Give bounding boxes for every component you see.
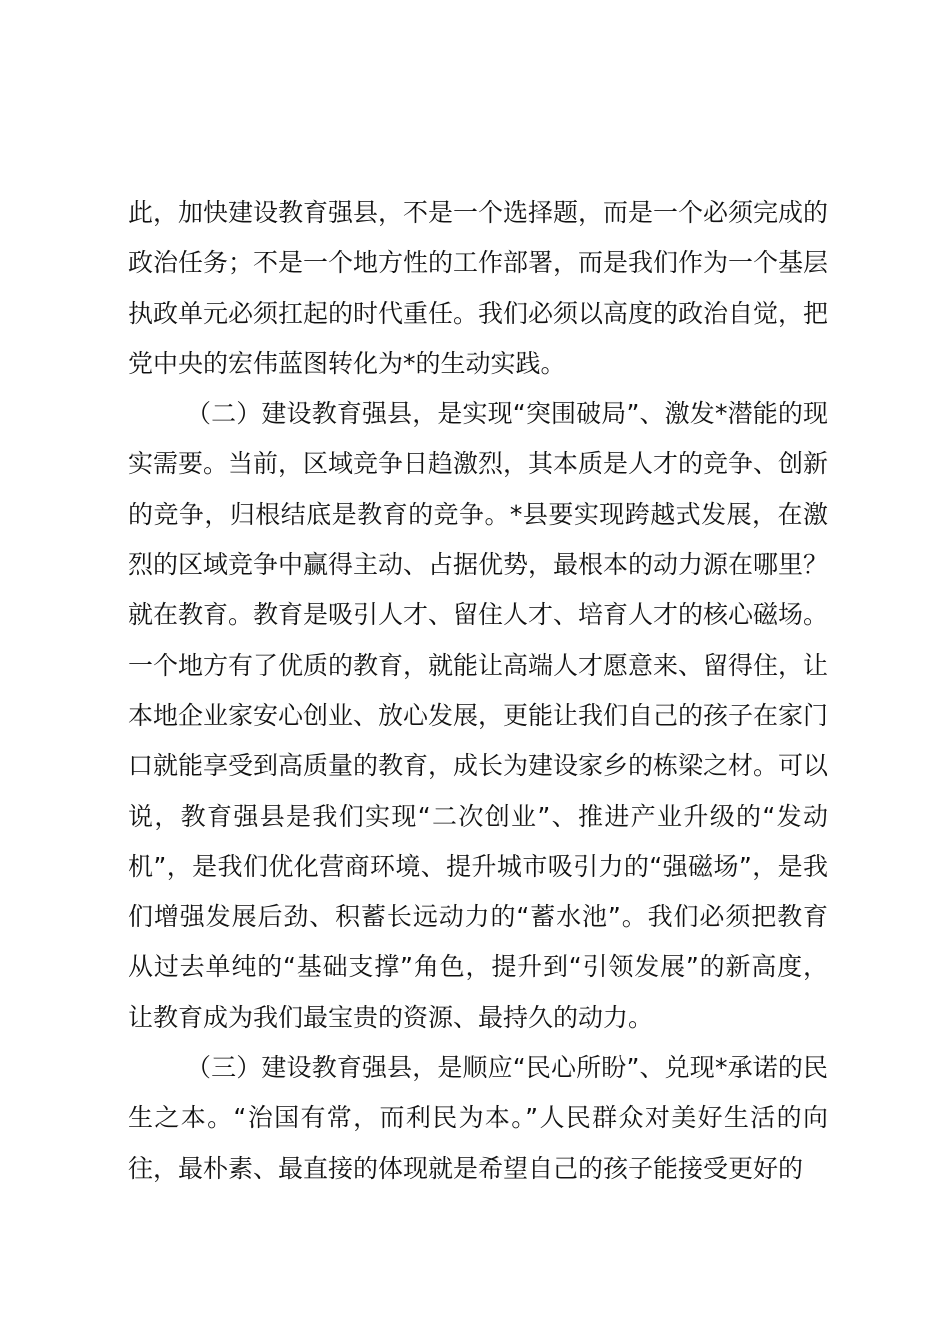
paragraph-continuation: 此，加快建设教育强县，不是一个选择题，而是一个必须完成的政治任务；不是一个地方性的工作部署，而是我们作为一个基层执政单元必须扛起的时代重任。我们必须以高度的政治自觉，把党中央的宏伟蓝图转化为*的生动实践。 [128, 198, 829, 378]
paragraph-section-three: （三）建设教育强县，是顺应“民心所盼”、兑现*承诺的民生之本。“治国有常，而利民为本。”人民群众对美好生活的向往，最朴素、最直接的体现就是希望自己的孩子能接受更好的 [128, 1053, 828, 1183]
document-body [128, 188, 828, 1194]
paragraph-section-two: （二）建设教育强县，是实现“突围破局”、激发*潜能的现实需要。当前，区域竞争日趋激烈，其本质是人才的竞争、创新的竞争，归根结底是教育的竞争。*县要实现跨越式发展，在激烈的区域竞争中赢得主动、占据优势，最根本的动力源在哪里？就在教育。教育是吸引人才、留住人才、培育人才的核心磁场。一个地方有了优质的教育，就能让高端人才愿意来、留得住，让本地企业家安心创业、放心发展，更能让我们自己的孩子在家门口就能享受到高质量的教育，成长为建设家乡的栋梁之材。可以说，教育强县是我们实现“二次创业”、推进产业升级的“发动机”，是我们优化营商环境、提升城市吸引力的“强磁场”，是我们增强发展后劲、积蓄长远动力的“蓄水池”。我们必须把教育从过去单纯的“基础支撑”角色，提升到“引领发展”的新高度，让教育成为我们最宝贵的资源、最持久的动力。 [128, 399, 829, 1032]
